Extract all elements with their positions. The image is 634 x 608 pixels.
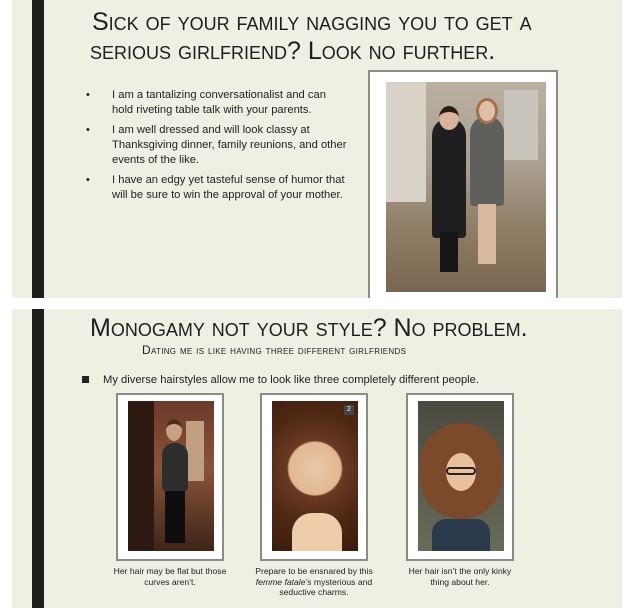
bullet-dot-icon: •	[86, 124, 90, 136]
hallway-photo	[386, 82, 546, 292]
caption-curly-hair	[254, 566, 374, 598]
slide-2-subtitle: Dating me is like having three different girlfriends	[142, 343, 407, 357]
slide-2	[12, 309, 622, 608]
bullet-item	[86, 88, 348, 118]
slide-accent-bar	[32, 0, 44, 298]
slide-1-bullet-list	[86, 88, 348, 208]
slide-1-title	[90, 8, 610, 66]
curly-hair-photo	[272, 401, 358, 551]
caption-text: mysterious and seductive charms.	[279, 576, 373, 598]
photo-badge: 2	[344, 405, 354, 415]
bullet-text: I am a tantalizing conversationalist and can hold riveting table talk with your parents.	[112, 89, 326, 116]
caption-text: Prepare to be ensnared by this	[255, 566, 373, 576]
square-bullet-icon	[82, 376, 89, 383]
photo-frame-big-hair	[406, 393, 514, 561]
bullet-dot-icon: •	[86, 89, 90, 101]
slide-2-bullet	[82, 374, 562, 386]
bullet-text: I have an edgy yet tasteful sense of humor that will be sure to win the approval of your mother.	[112, 174, 345, 201]
straight-hair-photo	[128, 401, 214, 551]
slide-1	[12, 0, 622, 298]
bullet-text: My diverse hairstyles allow me to look like three completely different people.	[103, 374, 479, 386]
main-photo-frame	[368, 70, 558, 298]
caption-emphasis: femme fatale’s	[255, 576, 312, 587]
title-line-2: serious girlfriend? Look no further.	[90, 36, 496, 65]
bullet-text: I am well dressed and will look classy at Thanksgiving dinner, family reunions, and other events of the like.	[112, 124, 347, 166]
bullet-item	[86, 173, 348, 203]
slide-accent-bar	[32, 309, 44, 608]
photo-frame-straight-hair	[116, 393, 224, 561]
title-line-1: Sick of your family nagging you to get a	[92, 8, 532, 36]
photo-frame-curly-hair	[260, 393, 368, 561]
big-hair-photo	[418, 401, 504, 551]
bullet-dot-icon: •	[86, 174, 90, 186]
caption-big-hair: Her hair isn’t the only kinky thing about her.	[408, 566, 512, 587]
bullet-item	[86, 123, 348, 168]
caption-straight-hair: Her hair may be flat but those curves aren’t.	[113, 566, 227, 587]
slide-2-title: Monogamy not your style? No problem.	[90, 314, 528, 342]
